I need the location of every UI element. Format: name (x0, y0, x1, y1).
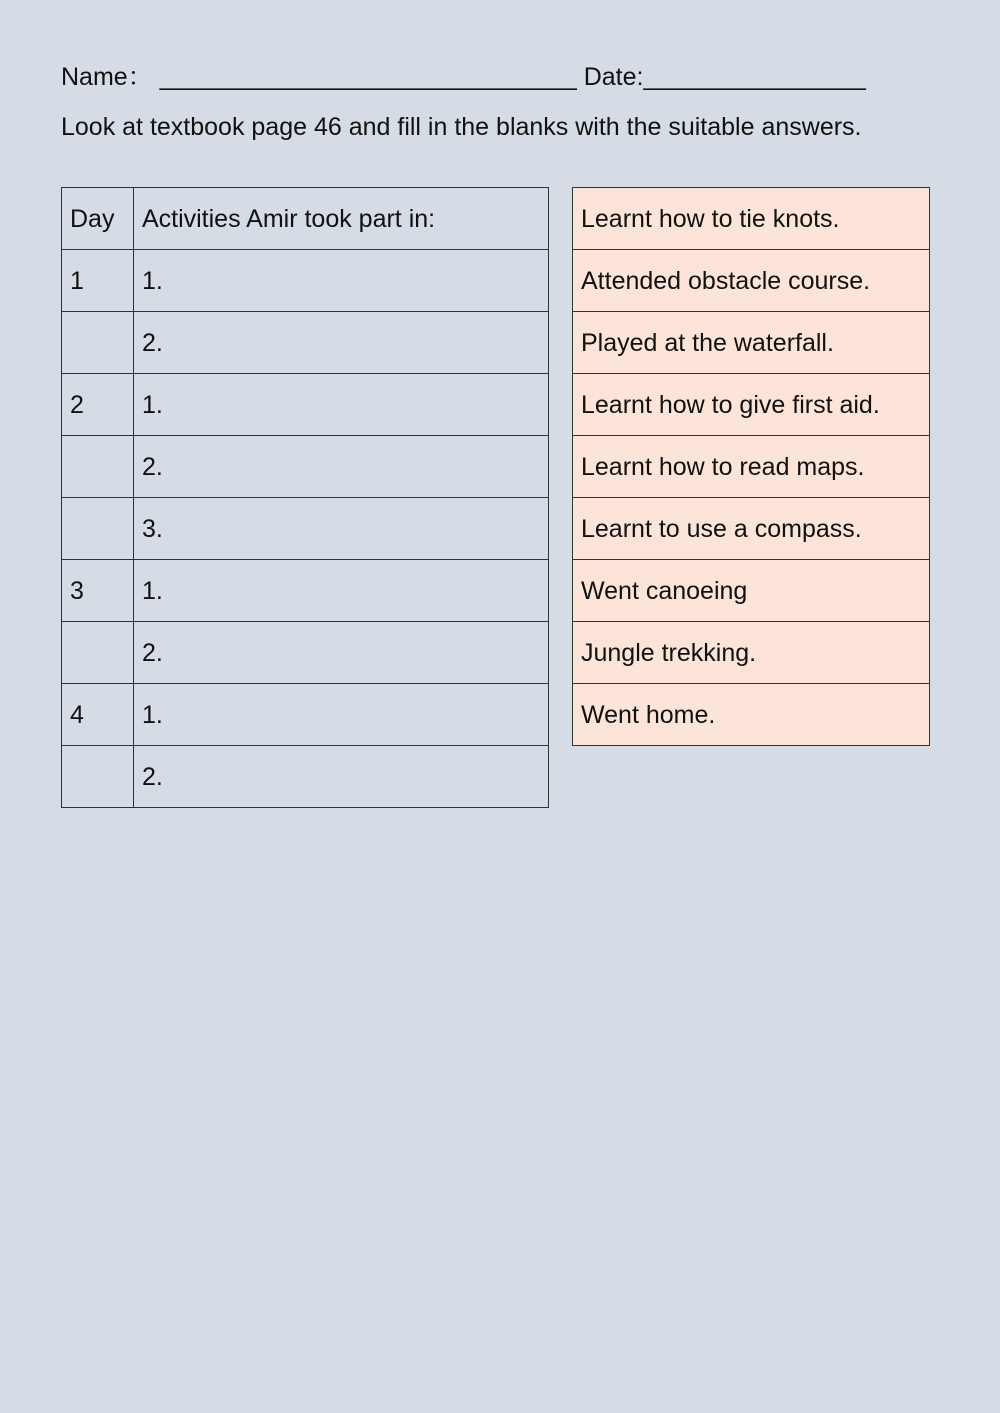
activities-table (61, 187, 549, 808)
day-cell (62, 622, 134, 684)
day-cell (62, 436, 134, 498)
answer-row (573, 622, 930, 684)
table-row (62, 560, 549, 622)
date-label: Date: (583, 63, 644, 91)
table-row (62, 622, 549, 684)
answer-row (573, 560, 930, 622)
activity-blank-cell[interactable]: 1. (133, 374, 548, 436)
answer-option[interactable]: Attended obstacle course. (573, 250, 930, 312)
activity-blank-cell[interactable]: 2. (133, 746, 548, 808)
day-cell: 3 (62, 560, 134, 622)
answer-option[interactable]: Went home. (573, 684, 930, 746)
activity-blank-cell[interactable]: 1. (133, 684, 548, 746)
answer-row (573, 498, 930, 560)
instruction-text: Look at textbook page 46 and fill in the blanks with the suitable answers. (61, 113, 862, 141)
table-row (62, 684, 549, 746)
answer-option[interactable]: Learnt how to read maps. (573, 436, 930, 498)
answer-row (573, 188, 930, 250)
answer-row (573, 250, 930, 312)
answer-option[interactable]: Learnt how to tie knots. (573, 188, 930, 250)
table-row (62, 436, 549, 498)
name-blank[interactable]: ______________________________ (159, 63, 577, 91)
table-row (62, 374, 549, 436)
day-cell (62, 746, 134, 808)
day-cell: 1 (62, 250, 134, 312)
table-row (62, 312, 549, 374)
table-row (62, 250, 549, 312)
day-cell: 2 (62, 374, 134, 436)
day-cell: 4 (62, 684, 134, 746)
name-date-line (61, 62, 866, 92)
answer-row (573, 374, 930, 436)
answer-row (573, 312, 930, 374)
day-cell (62, 498, 134, 560)
answer-row (573, 684, 930, 746)
answer-option[interactable]: Learnt how to give first aid. (573, 374, 930, 436)
answer-bank-table (572, 187, 930, 746)
table-row (62, 746, 549, 808)
activities-header: Activities Amir took part in: (133, 188, 548, 250)
answer-row (573, 436, 930, 498)
activity-blank-cell[interactable]: 3. (133, 498, 548, 560)
answer-option[interactable]: Learnt to use a compass. (573, 498, 930, 560)
table-row (62, 498, 549, 560)
day-header: Day (62, 188, 134, 250)
activity-blank-cell[interactable]: 1. (133, 250, 548, 312)
activity-blank-cell[interactable]: 1. (133, 560, 548, 622)
table-header-row (62, 188, 549, 250)
activity-blank-cell[interactable]: 2. (133, 622, 548, 684)
activity-blank-cell[interactable]: 2. (133, 312, 548, 374)
activity-blank-cell[interactable]: 2. (133, 436, 548, 498)
answer-option[interactable]: Jungle trekking. (573, 622, 930, 684)
day-cell (62, 312, 134, 374)
date-blank[interactable]: ________________ (643, 63, 866, 91)
answer-option[interactable]: Went canoeing (573, 560, 930, 622)
name-label: Name： (61, 63, 153, 91)
answer-option[interactable]: Played at the waterfall. (573, 312, 930, 374)
